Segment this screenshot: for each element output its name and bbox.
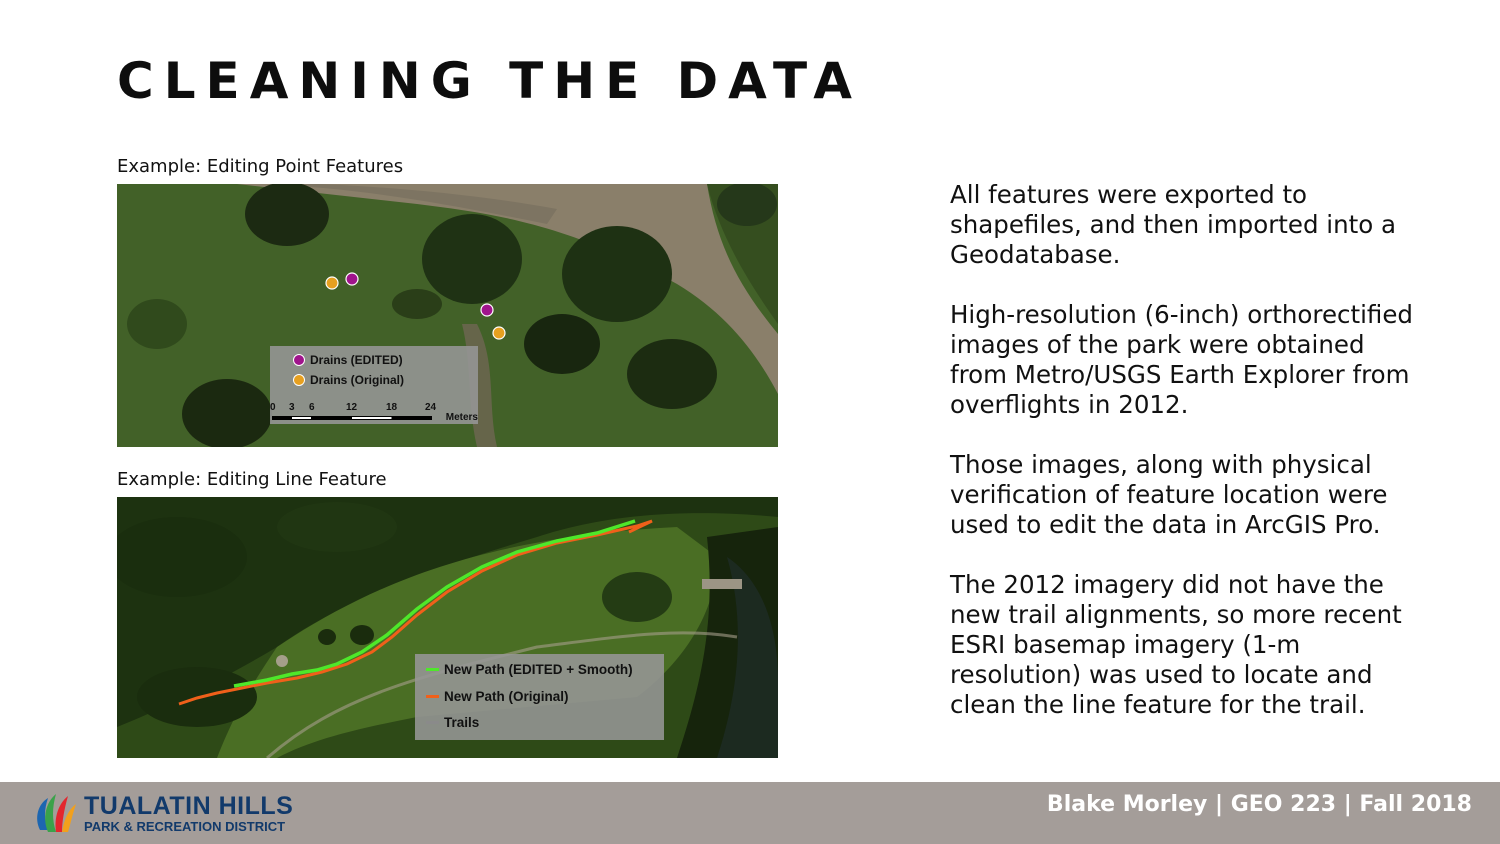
scale-tick-label: 18 [386,402,398,413]
paragraph: High-resolution (6-inch) orthorectified images of the park were obtained from Metro/USGS Earth Explorer from overflights in 2012. [950,300,1413,419]
paragraph: All features were exported to shapefiles, and then imported into a Geodatabase. [950,180,1397,269]
scale-tick-label: 24 [425,402,437,413]
legend-item [426,689,569,704]
body-text [950,180,1420,750]
legend-label: Trails [444,715,480,730]
legend-item [293,353,403,367]
legend-label: New Path (Original) [444,689,569,704]
legend-label: Drains (Original) [310,373,405,387]
scale-bar-graphic [272,416,432,420]
scale-tick-label: 12 [346,402,358,413]
leaf-logo-icon [34,790,76,836]
scale-tick-label: 0 [270,402,276,413]
legend-label: Drains (EDITED) [310,353,403,367]
author-credit: Blake Morley | GEO 223 | Fall 2018 [1046,792,1472,817]
figure1-caption: Example: Editing Point Features [117,156,404,177]
legend-item [426,662,633,677]
line-feature-map [117,497,778,758]
map-legend [415,654,664,740]
paragraph: The 2012 imagery did not have the new trail alignments, so more recent ESRI basemap imagery (1-m resolution) was used to locate and clean the line feature for the trail. [950,570,1402,719]
slide-title: CLEANING THE DATA [117,52,862,110]
paragraph: Those images, along with physical verification of feature location were used to edit the data in ArcGIS Pro. [950,450,1388,539]
scale-tick-label: 6 [309,402,315,413]
org-name: TUALATIN HILLS [84,792,294,820]
figure2-caption: Example: Editing Line Feature [117,469,387,490]
point-features-map [117,184,778,447]
legend-item [426,715,479,730]
map-legend [270,346,478,424]
drain-original-marker [326,277,338,289]
scale-bar [270,402,478,424]
org-subtitle: PARK & RECREATION DISTRICT [84,819,286,834]
legend-line-icon [426,668,439,671]
legend-item [293,373,404,387]
legend-dot-icon [293,354,305,366]
legend-line-icon [426,721,439,724]
org-logo [34,788,334,838]
legend-line-icon [426,695,439,698]
drain-original-marker [493,327,505,339]
legend-label: New Path (EDITED + Smooth) [444,662,633,677]
footer-bar [0,782,1500,844]
drain-edited-marker [481,304,493,316]
drain-edited-marker [346,273,358,285]
scale-tick-label: 3 [289,402,295,413]
legend-dot-icon [293,374,305,386]
scale-unit: Meters [445,412,478,423]
